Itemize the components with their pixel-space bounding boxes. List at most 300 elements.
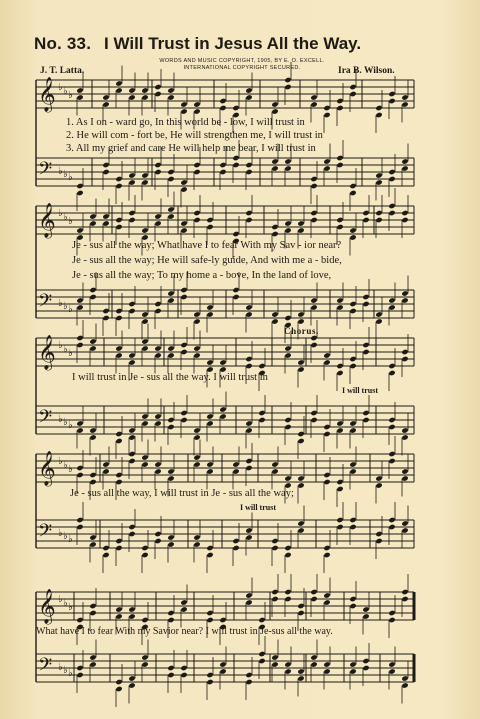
note-head xyxy=(375,482,382,488)
bass-clef-icon: 𝄢 xyxy=(38,159,53,184)
note-head xyxy=(349,420,356,426)
note-head xyxy=(206,545,213,551)
note-head xyxy=(102,220,109,226)
note-head xyxy=(323,668,330,674)
note-head xyxy=(206,420,213,426)
note-head xyxy=(167,290,174,296)
note-head xyxy=(232,294,239,300)
flat-icon: ♭ xyxy=(63,417,68,428)
note-head xyxy=(206,224,213,230)
flat-icon: ♭ xyxy=(68,534,73,545)
bass-clef-icon: 𝄢 xyxy=(38,655,53,680)
note-head xyxy=(193,345,200,351)
note-head xyxy=(154,84,161,90)
note-head xyxy=(89,603,96,609)
flat-icon: ♭ xyxy=(68,90,73,101)
system-3-lyrics: I will trust in Je - sus all the way. I will trust in xyxy=(72,372,268,383)
note-head xyxy=(245,527,252,533)
note-head xyxy=(115,613,122,619)
note-head xyxy=(206,617,213,623)
note-head xyxy=(375,311,382,317)
note-head xyxy=(76,342,83,348)
note-head xyxy=(401,682,408,688)
note-head xyxy=(245,465,252,471)
note-head xyxy=(89,541,96,547)
note-head xyxy=(336,224,343,230)
note-head xyxy=(401,217,408,223)
note-head xyxy=(115,545,122,551)
note-head xyxy=(245,217,252,223)
flat-icon: ♭ xyxy=(58,662,63,673)
flat-icon: ♭ xyxy=(68,304,73,315)
system-1-verse-1: 1. As I on - ward go, In this world be - low, I will trust in xyxy=(66,117,305,128)
note-head xyxy=(349,468,356,474)
note-head xyxy=(232,468,239,474)
note-head xyxy=(401,596,408,602)
note-head xyxy=(167,176,174,182)
note-head xyxy=(271,108,278,114)
note-head xyxy=(128,87,135,93)
note-head xyxy=(193,454,200,460)
note-head xyxy=(128,179,135,185)
treble-clef-icon: 𝄞 xyxy=(38,335,56,370)
note-head xyxy=(375,210,382,216)
note-head xyxy=(76,420,83,426)
note-head xyxy=(349,356,356,362)
note-head xyxy=(128,451,135,457)
note-head xyxy=(284,668,291,674)
note-head xyxy=(271,589,278,595)
note-head xyxy=(271,545,278,551)
note-head xyxy=(245,592,252,598)
note-head xyxy=(401,434,408,440)
note-head xyxy=(115,224,122,230)
note-head xyxy=(141,318,148,324)
note-head xyxy=(310,176,317,182)
system-4-echo: I will trust xyxy=(240,503,276,512)
note-head xyxy=(388,517,395,523)
note-head xyxy=(388,417,395,423)
flat-icon: ♭ xyxy=(68,464,73,475)
note-head xyxy=(180,186,187,192)
note-head xyxy=(128,427,135,433)
note-head xyxy=(297,668,304,674)
note-head xyxy=(219,105,226,111)
note-head xyxy=(180,220,187,226)
flat-icon: ♭ xyxy=(58,414,63,425)
note-head xyxy=(167,417,174,423)
note-head xyxy=(180,342,187,348)
note-head xyxy=(245,169,252,175)
note-head xyxy=(284,220,291,226)
note-head xyxy=(115,479,122,485)
note-head xyxy=(362,658,369,664)
note-head xyxy=(141,617,148,623)
note-head xyxy=(375,112,382,118)
note-head xyxy=(193,101,200,107)
note-head xyxy=(115,679,122,685)
note-head xyxy=(336,297,343,303)
note-head xyxy=(206,217,213,223)
note-head xyxy=(128,613,135,619)
note-head xyxy=(154,91,161,97)
note-head xyxy=(232,162,239,168)
note-head xyxy=(154,301,161,307)
note-head xyxy=(349,661,356,667)
note-head xyxy=(89,338,96,344)
treble-clef-icon: 𝄞 xyxy=(38,451,56,486)
note-head xyxy=(115,80,122,86)
note-head xyxy=(167,541,174,547)
note-head xyxy=(401,520,408,526)
note-head xyxy=(141,87,148,93)
note-head xyxy=(180,101,187,107)
note-head xyxy=(154,169,161,175)
note-head xyxy=(102,169,109,175)
note-head xyxy=(154,352,161,358)
note-head xyxy=(349,603,356,609)
note-head xyxy=(128,301,135,307)
flat-icon: ♭ xyxy=(68,216,73,227)
note-head xyxy=(76,87,83,93)
note-head xyxy=(193,541,200,547)
note-head xyxy=(323,479,330,485)
note-head xyxy=(310,589,317,595)
note-head xyxy=(349,668,356,674)
note-head xyxy=(128,172,135,178)
note-head xyxy=(401,427,408,433)
note-head xyxy=(115,431,122,437)
note-head xyxy=(323,661,330,667)
note-head xyxy=(89,479,96,485)
note-head xyxy=(284,545,291,551)
note-head xyxy=(258,417,265,423)
note-head xyxy=(401,290,408,296)
flat-icon: ♭ xyxy=(63,344,68,355)
note-head xyxy=(141,227,148,233)
note-head xyxy=(89,610,96,616)
copyright-line-2: INTERNATIONAL COPYRIGHT SECURED. xyxy=(183,65,301,71)
note-head xyxy=(388,617,395,623)
note-head xyxy=(141,413,148,419)
note-head xyxy=(206,359,213,365)
note-head xyxy=(167,213,174,219)
bass-clef-icon: 𝄢 xyxy=(38,291,53,316)
note-head xyxy=(232,545,239,551)
note-head xyxy=(219,413,226,419)
note-head xyxy=(271,654,278,660)
note-head xyxy=(388,370,395,376)
note-head xyxy=(310,417,317,423)
system-1-verse-2: 2. He will com - fort be, He will strengthen me, I will trust in xyxy=(66,130,323,141)
note-head xyxy=(245,210,252,216)
note-head xyxy=(76,227,83,233)
note-head xyxy=(180,665,187,671)
note-head xyxy=(388,98,395,104)
flat-icon: ♭ xyxy=(58,340,63,351)
note-head xyxy=(401,589,408,595)
note-head xyxy=(180,410,187,416)
note-head xyxy=(180,417,187,423)
note-head xyxy=(141,552,148,558)
flat-icon: ♭ xyxy=(63,460,68,471)
note-head xyxy=(284,345,291,351)
note-head xyxy=(128,352,135,358)
flat-icon: ♭ xyxy=(58,298,63,309)
note-head xyxy=(284,158,291,164)
note-head xyxy=(362,665,369,671)
note-head xyxy=(271,231,278,237)
note-head xyxy=(336,363,343,369)
note-head xyxy=(76,94,83,100)
note-head xyxy=(336,217,343,223)
note-head xyxy=(102,94,109,100)
note-head xyxy=(271,538,278,544)
note-head xyxy=(297,227,304,233)
note-head xyxy=(141,654,148,660)
note-head xyxy=(206,679,213,685)
note-head xyxy=(102,461,109,467)
note-head xyxy=(323,431,330,437)
note-head xyxy=(349,91,356,97)
note-head xyxy=(271,165,278,171)
note-head xyxy=(362,294,369,300)
note-head xyxy=(401,94,408,100)
note-head xyxy=(297,311,304,317)
note-head xyxy=(115,217,122,223)
note-head xyxy=(115,538,122,544)
treble-clef-icon: 𝄞 xyxy=(38,77,56,112)
note-head xyxy=(349,227,356,233)
note-head xyxy=(219,668,226,674)
note-head xyxy=(167,94,174,100)
flat-icon: ♭ xyxy=(58,82,63,93)
note-head xyxy=(388,203,395,209)
note-head xyxy=(401,675,408,681)
note-head xyxy=(76,472,83,478)
note-head xyxy=(388,363,395,369)
note-head xyxy=(271,311,278,317)
note-head xyxy=(349,427,356,433)
note-head xyxy=(323,472,330,478)
note-head xyxy=(154,538,161,544)
note-head xyxy=(310,661,317,667)
note-head xyxy=(89,661,96,667)
note-head xyxy=(154,308,161,314)
note-head xyxy=(297,220,304,226)
note-head xyxy=(310,94,317,100)
note-head xyxy=(388,424,395,430)
note-head xyxy=(193,352,200,358)
note-head xyxy=(193,311,200,317)
note-head xyxy=(258,658,265,664)
note-head xyxy=(141,454,148,460)
note-head xyxy=(388,297,395,303)
note-head xyxy=(362,410,369,416)
note-head xyxy=(336,524,343,530)
note-head xyxy=(336,486,343,492)
note-head xyxy=(76,517,83,523)
note-head xyxy=(271,224,278,230)
note-head xyxy=(245,162,252,168)
note-head xyxy=(388,210,395,216)
system-3-echo: I will trust xyxy=(342,386,378,395)
system-2-verse-2: Je - sus all the way; He will safe-ly guide, And with me a - bide, xyxy=(72,255,342,266)
note-head xyxy=(349,234,356,240)
note-head xyxy=(362,301,369,307)
note-head xyxy=(128,458,135,464)
note-head xyxy=(297,431,304,437)
note-head xyxy=(76,665,83,671)
note-head xyxy=(193,217,200,223)
note-head xyxy=(89,654,96,660)
note-head xyxy=(89,220,96,226)
note-head xyxy=(180,672,187,678)
flat-icon: ♭ xyxy=(58,594,63,605)
note-head xyxy=(167,169,174,175)
note-head xyxy=(258,363,265,369)
note-head xyxy=(219,406,226,412)
note-head xyxy=(284,77,291,83)
note-head xyxy=(310,342,317,348)
note-head xyxy=(219,661,226,667)
note-head xyxy=(323,545,330,551)
system-1-verse-3: 3. All my grief and care He will help me bear, I will trust in xyxy=(66,143,316,154)
note-head xyxy=(154,162,161,168)
note-head xyxy=(362,342,369,348)
note-head xyxy=(102,308,109,314)
composer-credit: J. T. Latta. xyxy=(40,66,85,76)
note-head xyxy=(401,297,408,303)
note-head xyxy=(89,427,96,433)
note-head xyxy=(362,417,369,423)
note-head xyxy=(154,420,161,426)
note-head xyxy=(141,545,148,551)
note-head xyxy=(310,183,317,189)
flat-icon: ♭ xyxy=(63,212,68,223)
chorus-label: Chorus. xyxy=(284,326,319,336)
note-head xyxy=(310,297,317,303)
note-head xyxy=(76,524,83,530)
note-head xyxy=(206,468,213,474)
note-head xyxy=(375,105,382,111)
note-head xyxy=(336,427,343,433)
note-head xyxy=(375,318,382,324)
note-head xyxy=(193,162,200,168)
note-head xyxy=(193,108,200,114)
note-head xyxy=(336,304,343,310)
note-head xyxy=(115,438,122,444)
note-head xyxy=(245,363,252,369)
note-head xyxy=(297,475,304,481)
note-head xyxy=(154,468,161,474)
note-head xyxy=(141,172,148,178)
note-head xyxy=(180,599,187,605)
note-head xyxy=(141,420,148,426)
note-head xyxy=(349,183,356,189)
note-head xyxy=(349,84,356,90)
note-head xyxy=(115,345,122,351)
note-head xyxy=(128,210,135,216)
note-head xyxy=(401,356,408,362)
note-head xyxy=(375,538,382,544)
note-head xyxy=(297,610,304,616)
note-head xyxy=(128,359,135,365)
note-head xyxy=(323,592,330,598)
note-head xyxy=(180,179,187,185)
note-head xyxy=(219,169,226,175)
note-head xyxy=(141,94,148,100)
note-head xyxy=(219,359,226,365)
bass-clef-icon: 𝄢 xyxy=(38,521,53,546)
note-head xyxy=(141,179,148,185)
note-head xyxy=(180,606,187,612)
flat-icon: ♭ xyxy=(63,531,68,542)
note-head xyxy=(336,420,343,426)
note-head xyxy=(245,599,252,605)
flat-icon: ♭ xyxy=(63,86,68,97)
note-head xyxy=(258,617,265,623)
note-head xyxy=(89,213,96,219)
note-head xyxy=(89,534,96,540)
note-head xyxy=(219,98,226,104)
note-head xyxy=(271,101,278,107)
note-head xyxy=(206,672,213,678)
note-head xyxy=(167,672,174,678)
note-head xyxy=(362,613,369,619)
note-head xyxy=(323,352,330,358)
author-credit: Ira B. Wilson. xyxy=(338,66,395,76)
note-head xyxy=(102,315,109,321)
note-head xyxy=(310,410,317,416)
note-head xyxy=(310,304,317,310)
note-head xyxy=(128,606,135,612)
note-head xyxy=(206,304,213,310)
note-head xyxy=(102,545,109,551)
note-head xyxy=(323,112,330,118)
note-head xyxy=(89,434,96,440)
note-head xyxy=(167,610,174,616)
note-head xyxy=(284,661,291,667)
note-head xyxy=(193,534,200,540)
note-head xyxy=(115,315,122,321)
note-head xyxy=(362,606,369,612)
note-head xyxy=(167,345,174,351)
note-head xyxy=(284,352,291,358)
note-head xyxy=(323,158,330,164)
note-head xyxy=(76,427,83,433)
note-head xyxy=(388,304,395,310)
note-head xyxy=(245,458,252,464)
note-head xyxy=(128,94,135,100)
note-head xyxy=(323,424,330,430)
note-head xyxy=(245,87,252,93)
note-head xyxy=(388,169,395,175)
note-head xyxy=(401,468,408,474)
note-head xyxy=(323,165,330,171)
flat-icon: ♭ xyxy=(63,169,68,180)
note-head xyxy=(401,101,408,107)
note-head xyxy=(388,91,395,97)
note-head xyxy=(388,176,395,182)
note-head xyxy=(141,338,148,344)
note-head xyxy=(154,531,161,537)
note-head xyxy=(336,98,343,104)
note-head xyxy=(284,227,291,233)
note-head xyxy=(167,352,174,358)
note-head xyxy=(284,475,291,481)
note-head xyxy=(323,105,330,111)
